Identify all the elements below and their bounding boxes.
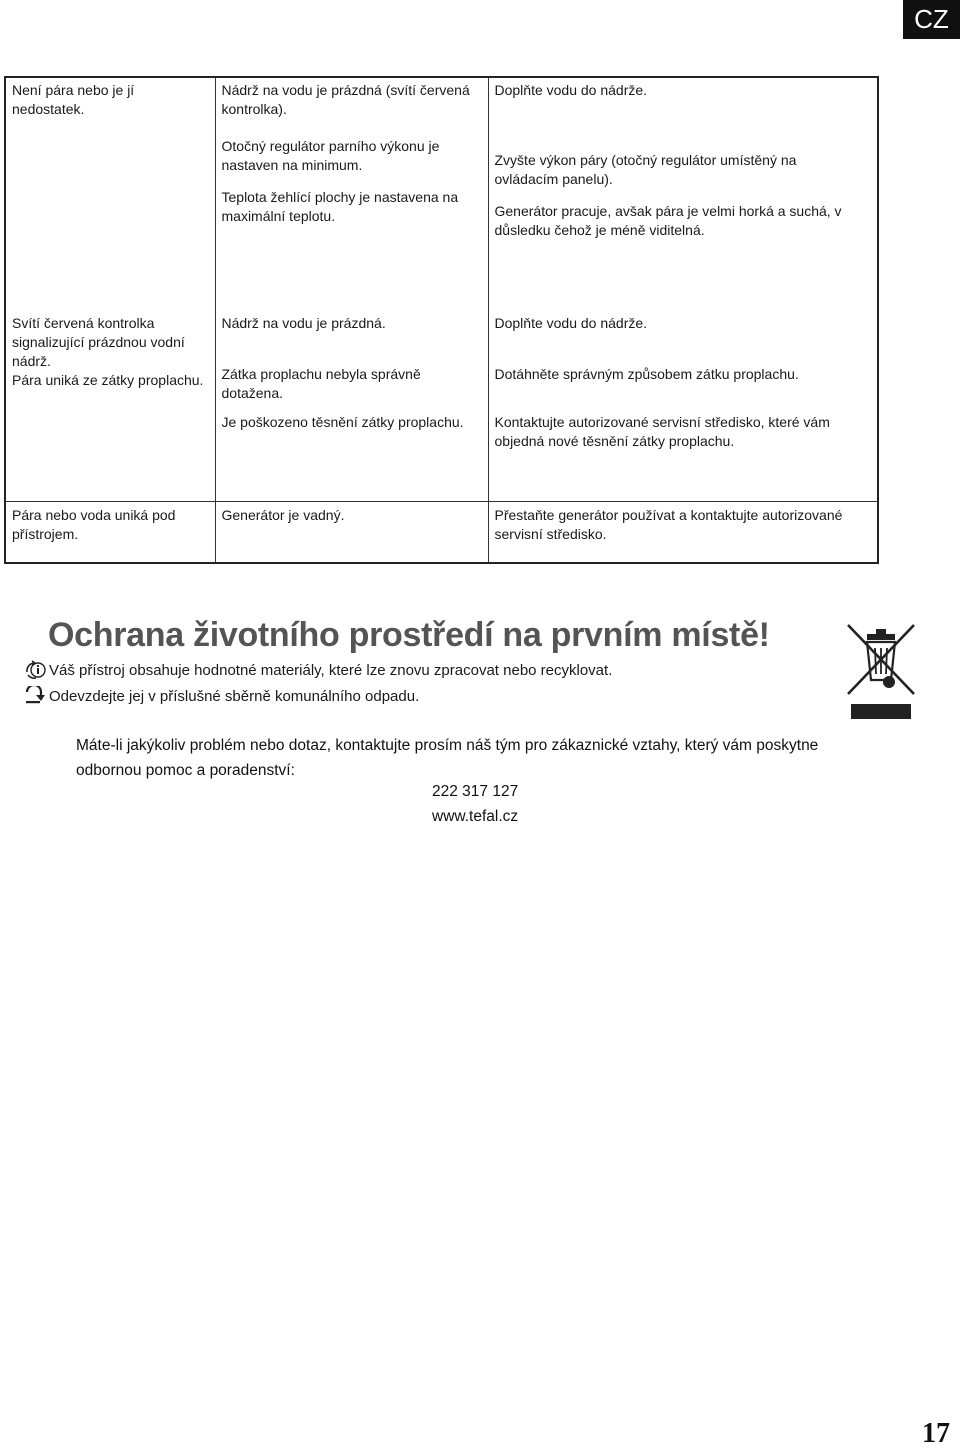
cause-text: Je poškozeno těsnění zátky proplachu. — [221, 414, 464, 431]
problem-text: Svítí červená kontrolka signalizující prázdnou vodní nádrž. — [12, 315, 185, 370]
troubleshooting-table — [4, 76, 879, 564]
table-cell-problem — [5, 501, 215, 563]
solution-text: Zvyšte výkon páry (otočný regulátor umístěný na ovládacím panelu). — [494, 152, 797, 187]
problem-text: Není pára nebo je jí nedostatek. — [12, 82, 135, 117]
recycle-info-icon — [24, 660, 46, 680]
problem-text: Pára nebo voda uniká pod přístrojem. — [12, 506, 176, 542]
environment-line-text: Odevzdejte jej v příslušné sběrně komunálního odpadu. — [49, 687, 420, 705]
contact-phone: 222 317 127 — [432, 783, 519, 800]
cause-text: Nádrž na vodu je prázdná. — [221, 315, 386, 332]
solution-text: Doplňte vodu do nádrže. — [494, 82, 648, 98]
table-row — [5, 308, 878, 501]
cause-text: Zátka proplachu nebyla správně dotažena. — [221, 366, 421, 402]
solution-text: Přestaňte generátor používat a kontaktujte autorizované servisní středisko. — [494, 506, 843, 542]
arrow-bullet-icon — [24, 686, 46, 706]
solution-text: Kontaktujte autorizované servisní středisko, které vám objedná nové těsnění zátky proplachu. — [494, 414, 830, 450]
table-cell-cause — [215, 501, 488, 563]
solution-text: Dotáhněte správným způsobem zátku proplachu. — [494, 366, 799, 383]
problem-text: Pára uniká ze zátky proplachu. — [12, 372, 204, 389]
solution-text: Doplňte vodu do nádrže. — [494, 315, 648, 332]
table-cell-solutions — [488, 308, 878, 501]
page-number: 17 — [922, 1418, 950, 1449]
solution-text: Generátor pracuje, avšak pára je velmi horká a suchá, v důsledku čehož je méně viditelná. — [494, 203, 842, 238]
table-cell-causes — [215, 308, 488, 501]
table-row — [5, 77, 878, 308]
crossed-bin-icon — [845, 620, 917, 720]
cause-text: Nádrž na vodu je prázdná (svítí červená kontrolka). — [221, 82, 470, 117]
language-badge: CZ — [903, 0, 960, 39]
contact-website[interactable]: www.tefal.cz — [432, 808, 519, 825]
environment-line-disposal — [24, 686, 419, 706]
cause-text: Teplota žehlící plochy je nastavena na maximální teplotu. — [221, 189, 459, 224]
environment-line-text: Váš přístroj obsahuje hodnotné materiály, které lze znovu zpracovat nebo recyklovat. — [49, 661, 613, 679]
environment-title: Ochrana životního prostředí na prvním místě! — [48, 616, 770, 654]
cause-text: Generátor je vadný. — [221, 506, 345, 523]
cause-text: Otočný regulátor parního výkonu je nastaven na minimum. — [221, 138, 440, 173]
table-cell-causes — [215, 77, 488, 308]
table-cell-solutions — [488, 77, 878, 308]
table-cell-problem — [5, 77, 215, 308]
table-cell-problem — [5, 308, 215, 501]
contact-text: Máte-li jakýkoliv problém nebo dotaz, kontaktujte prosím náš tým pro zákaznické vztahy, který vám poskytne odbornou pomoc a poradenství: — [76, 737, 819, 779]
environment-line-recycle — [24, 660, 612, 680]
table-cell-solution — [488, 501, 878, 563]
table-row — [5, 501, 878, 563]
